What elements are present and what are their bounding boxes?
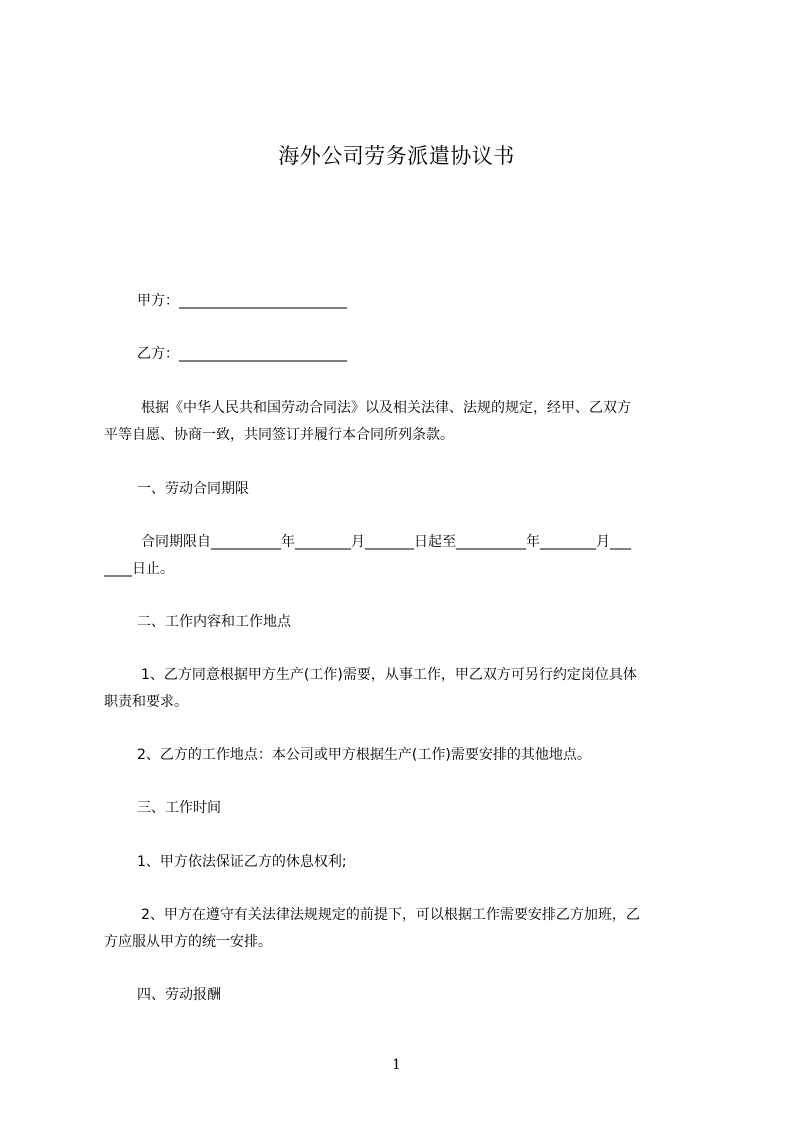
- document-title: 海外公司劳务派遣协议书: [278, 144, 515, 168]
- intro-paragraph-line-1: 根据《中华人民共和国劳动合同法》以及相关法律、法规的规定，经甲、乙双方: [141, 400, 631, 416]
- section-1-line-1: 合同期限自__________年________月_______日起至__________年________月___: [141, 534, 631, 550]
- party-b-line: 乙方：________________________: [137, 346, 347, 362]
- section-2-item-1-line-1: 1、乙方同意根据甲方生产(工作)需要，从事工作，甲乙双方可另行约定岗位具体: [141, 667, 637, 683]
- section-3-item-2-line-1: 2、甲方在遵守有关法律法规规定的前提下，可以根据工作需要安排乙方加班，乙: [141, 907, 640, 923]
- section-3-item-2-line-2: 方应服从甲方的统一安排。: [104, 934, 272, 950]
- section-4-heading: 四、劳动报酬: [137, 987, 221, 1003]
- section-2-heading: 二、工作内容和工作地点: [137, 614, 291, 630]
- section-2-item-2: 2、乙方的工作地点：本公司或甲方根据生产(工作)需要安排的其他地点。: [137, 747, 591, 763]
- section-2-item-1-line-2: 职责和要求。: [104, 694, 188, 710]
- party-a-line: 甲方：________________________: [137, 293, 347, 309]
- section-1-heading: 一、劳动合同期限: [137, 481, 249, 497]
- section-1-line-2: ____日止。: [104, 561, 174, 577]
- intro-paragraph-line-2: 平等自愿、协商一致，共同签订并履行本合同所列条款。: [104, 427, 454, 443]
- page-number: 1: [392, 1057, 401, 1073]
- section-3-item-1: 1、甲方依法保证乙方的休息权利;: [137, 854, 347, 870]
- section-3-heading: 三、工作时间: [137, 800, 221, 816]
